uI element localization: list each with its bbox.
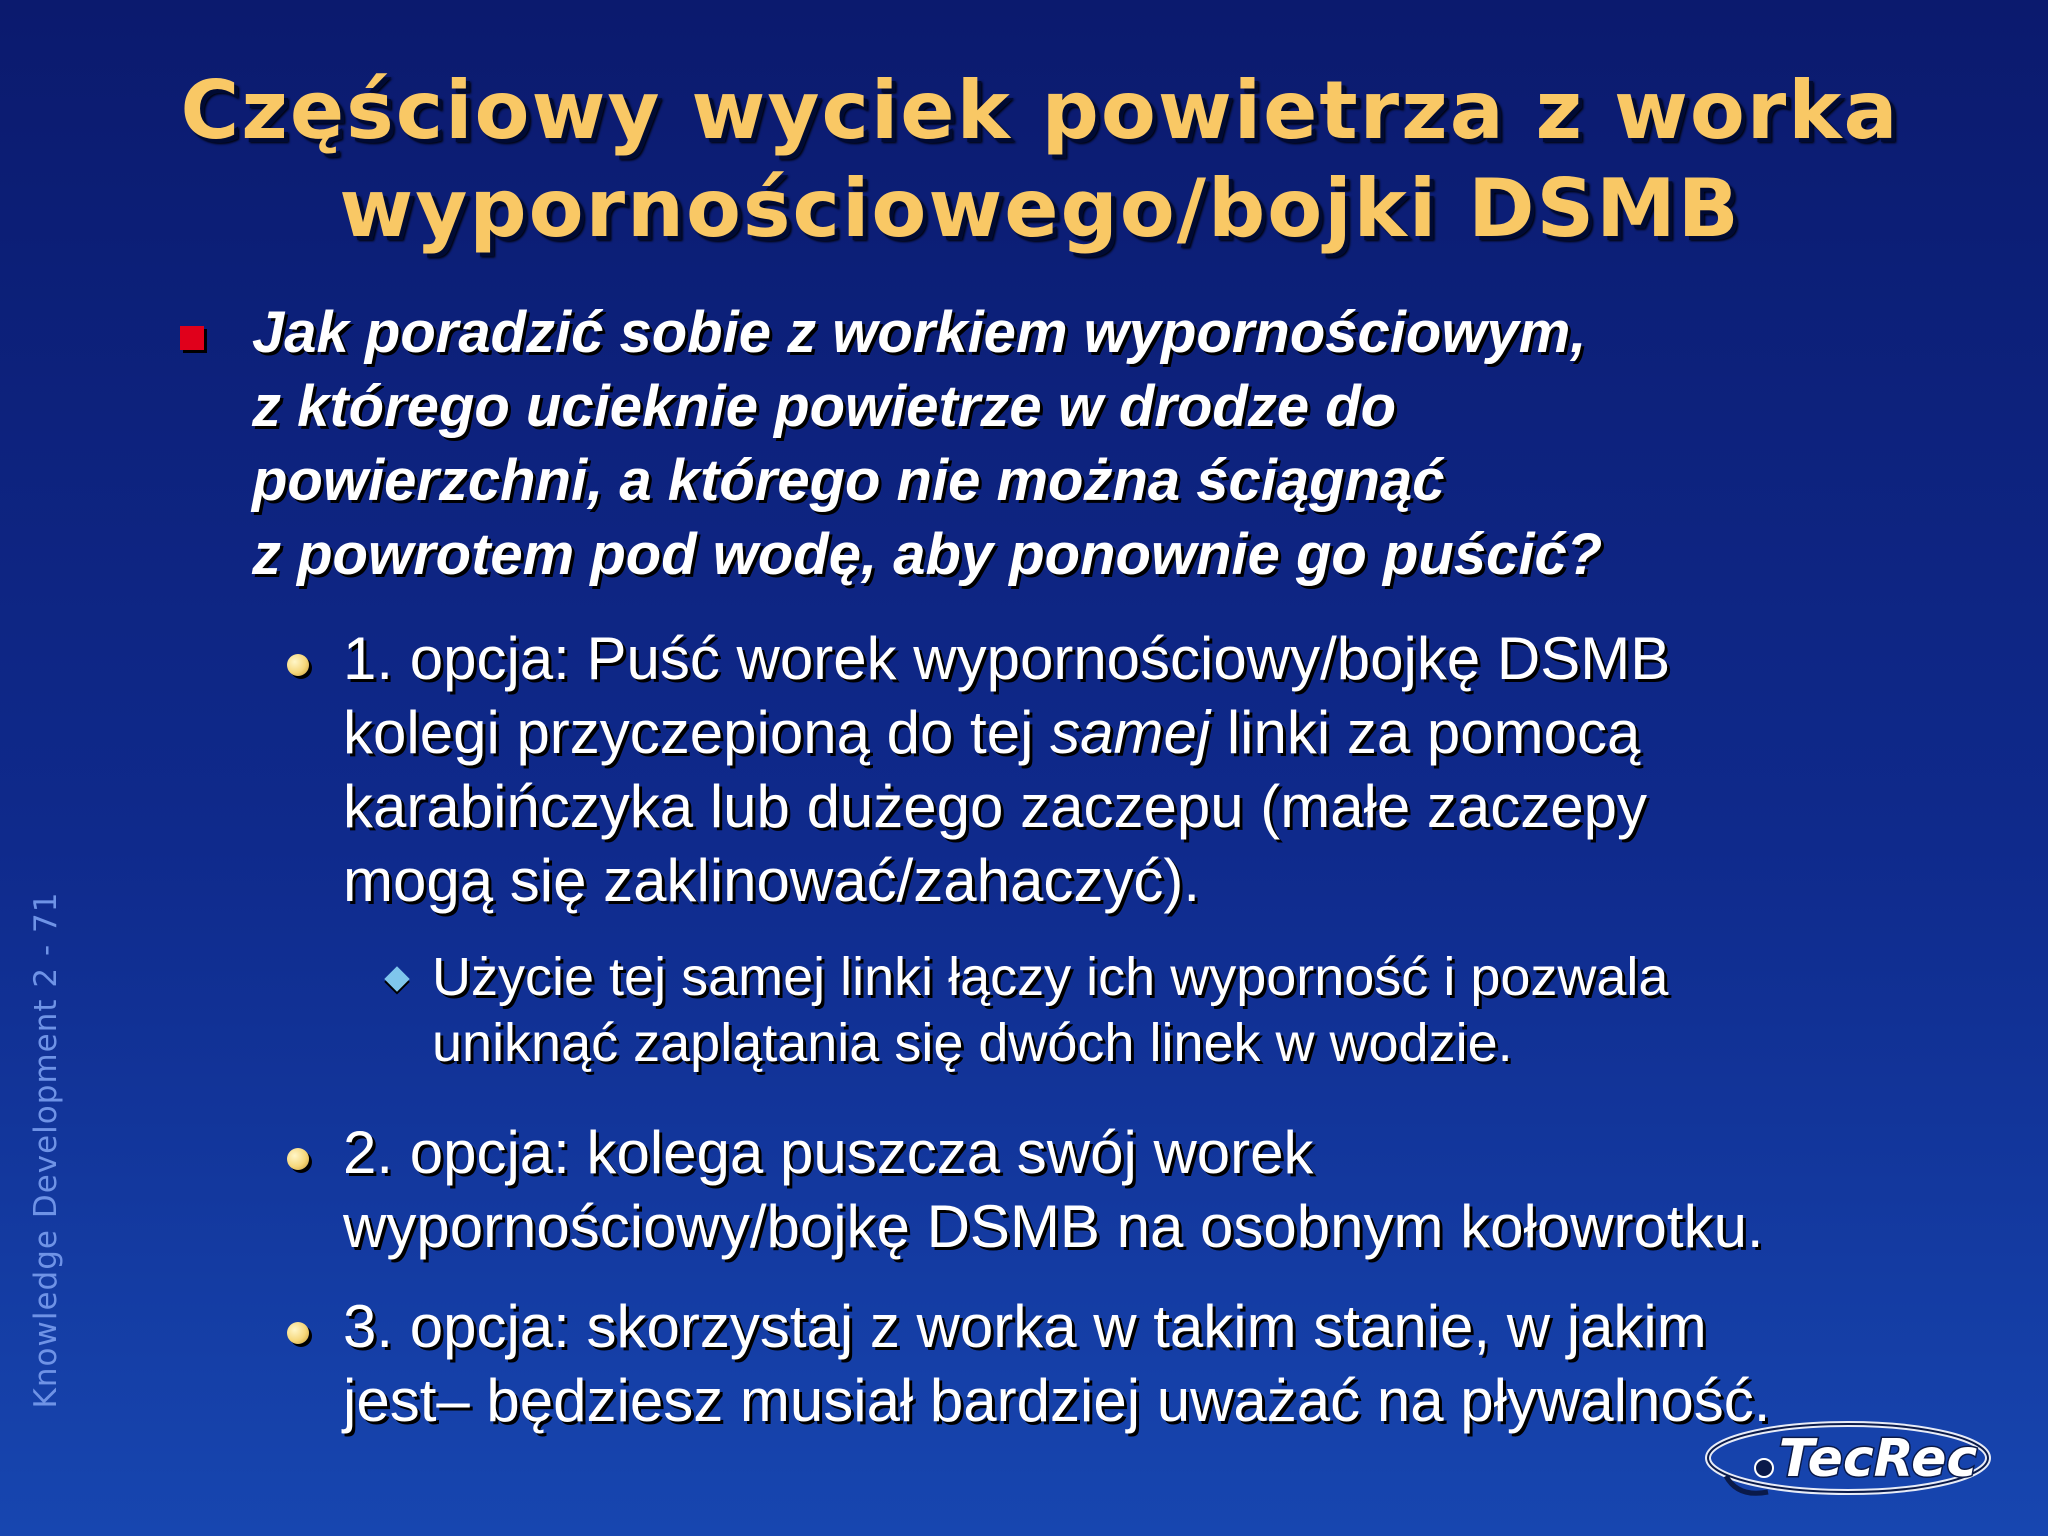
question-text (252, 296, 1902, 592)
option-2-line-2: wypornościowy/bojkę DSMB na osobnym kołowrotku. (343, 1193, 1764, 1260)
option-1-line-1: 1. opcja: Puść worek wypornościowy/bojkę DSMB (343, 625, 1671, 692)
option-1-emphasis: samej (1050, 699, 1211, 766)
option-1-note-line-1: Użycie tej samej linki łączy ich wyporność i pozwala (432, 947, 1669, 1007)
option-2-text (343, 1116, 2003, 1264)
logo-text: TecRec (1778, 1429, 1978, 1489)
question-line-3: powierzchni, a którego nie można ściągnąć (252, 448, 1445, 513)
option-3-bullet-icon (287, 1322, 309, 1344)
option-2-line-1: 2. opcja: kolega puszcza swój worek (343, 1119, 1314, 1186)
option-1-note-line-2: uniknąć zaplątania się dwóch linek w wodzie. (432, 1013, 1513, 1073)
tecrec-logo (1698, 1406, 2028, 1506)
red-square-bullet-icon (180, 326, 204, 350)
option-1-line-2-pre: kolegi przyczepioną do tej (343, 699, 1051, 766)
title-line-2: wypornościowego/bojki DSMB (339, 162, 1741, 255)
option-1-text (343, 622, 2003, 918)
option-1-line-2-post: linki za pomocą (1210, 699, 1641, 766)
tecrec-logo-icon (1698, 1406, 2028, 1506)
slide-number-label: Knowledge Development 2 - 71 (28, 891, 64, 1409)
slide-title (120, 62, 1960, 258)
option-1-bullet-icon (287, 654, 309, 676)
question-line-1: Jak poradzić sobie z workiem wypornościowym, (252, 300, 1587, 365)
question-line-2: z którego ucieknie powietrze w drodze do (252, 374, 1397, 439)
title-line-1: Częściowy wyciek powietrza z worka (180, 64, 1900, 157)
option-1-line-4: mogą się zaklinować/zahaczyć). (343, 847, 1201, 914)
option-3-line-1: 3. opcja: skorzystaj z worka w takim stanie, w jakim (343, 1293, 1707, 1360)
option-2-bullet-icon (287, 1148, 309, 1170)
option-3-line-2: jest– będziesz musiał bardziej uważać na pływalność. (343, 1367, 1771, 1434)
option-1-line-3: karabińczyka lub dużego zaczepu (małe zaczepy (343, 773, 1648, 840)
question-line-4: z powrotem pod wodę, aby ponownie go puścić? (252, 522, 1603, 587)
option-1-note (432, 944, 1992, 1076)
diamond-bullet-icon (384, 966, 409, 991)
